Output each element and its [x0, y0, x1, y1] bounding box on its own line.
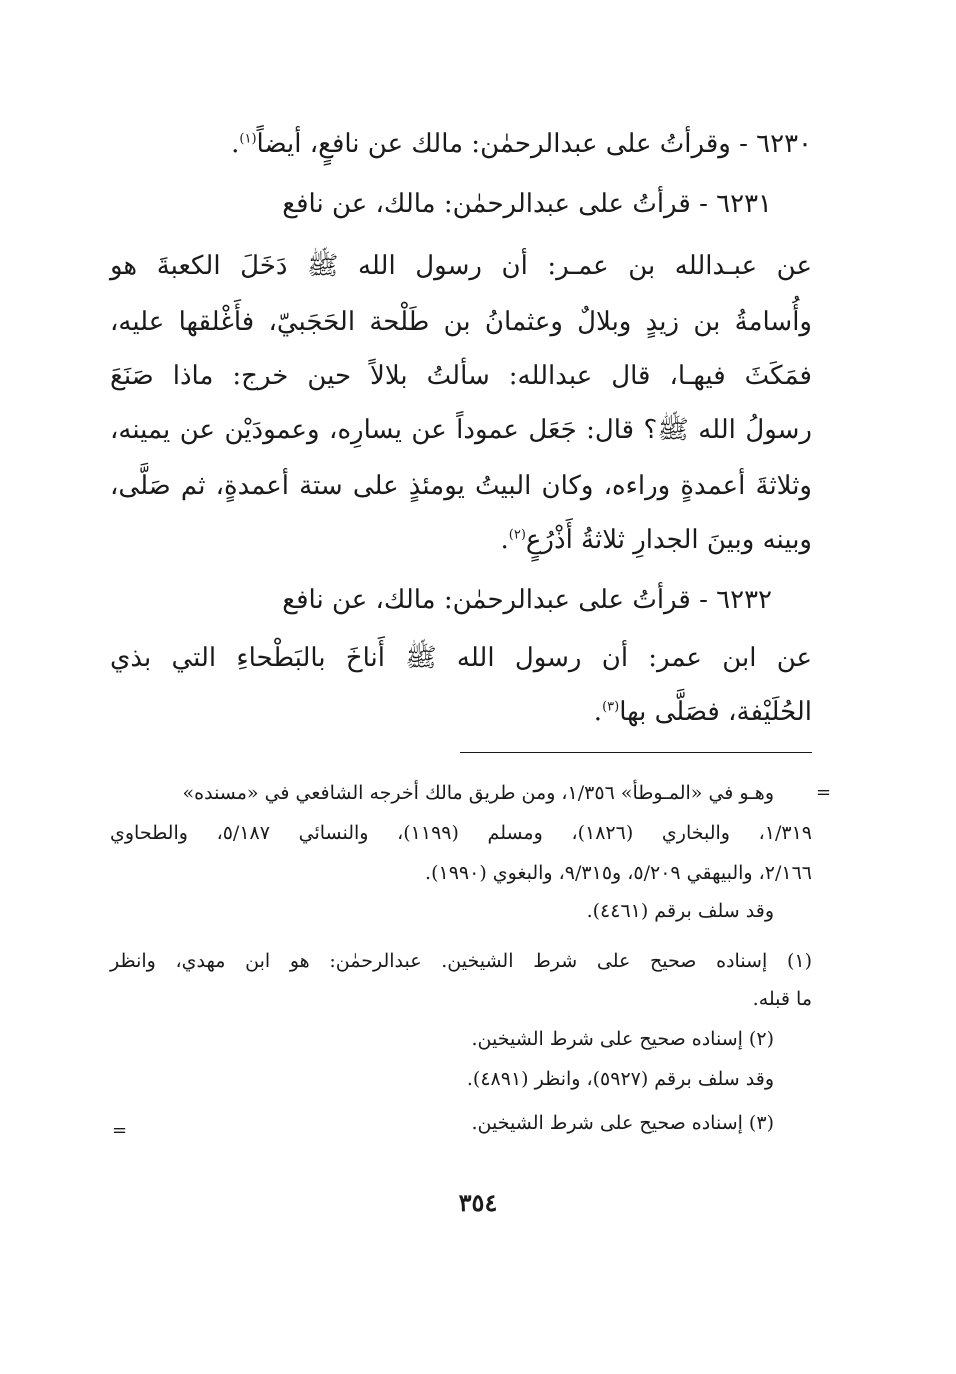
hadith-6230-end: .	[231, 129, 240, 159]
hadith-6232-text-line-1: عن ابن عمر: أن رسول الله ﷺ أَناخَ بالبَطْحاءِ التي بذي	[110, 643, 812, 673]
continuation-mark: =	[816, 782, 832, 803]
footnote-continuation-line-4: وقد سلف برقم (٤٤٦١).	[586, 900, 774, 922]
hadith-6232-last-text: الحُلَيْفة، فصَلَّى بها	[619, 697, 812, 727]
footnote-1-line-2: ما قبله.	[752, 988, 812, 1010]
footnote-2-line-2: وقد سلف برقم (٥٩٢٧)، وانظر (٤٨٩١).	[466, 1068, 774, 1090]
footnote-continuation-line-3: ٢/١٦٦، والبيهقي ٥/٢٠٩، و٩/٣١٥، والبغوي (١٩٩٠).	[425, 862, 812, 884]
footnote-ref-2: (٢)	[508, 527, 526, 543]
hadith-6231-text-line-3: فمَكَثَ فيهـا، قال عبدالله: سألتُ بلالاً حين خرج: ماذا صَنَعَ	[110, 361, 812, 391]
hadith-6231-text-line-2: وأُسامةُ بن زيدٍ وبلالٌ وعثمانُ بن طَلْحة الحَجَبيّ، فأَغْلقها عليه،	[110, 307, 812, 337]
footnote-2-line-1: (٢) إسناده صحيح على شرط الشيخين.	[471, 1028, 774, 1050]
footnote-ref-3: (٣)	[602, 699, 620, 715]
hadith-6232-chain: ٦٢٣٢ - قرأتُ على عبدالرحمٰن: مالك، عن نافع	[282, 585, 772, 615]
page-number: ٣٥٤	[458, 1188, 498, 1217]
footnote-3-line: (٣) إسناده صحيح على شرط الشيخين.	[471, 1112, 774, 1134]
hadith-6231-end: .	[500, 525, 509, 555]
hadith-6232-last-line	[594, 686, 812, 738]
hadith-6231-last-text: وبينه وبينَ الجدارِ ثلاثةُ أَذْرُعٍ	[525, 525, 812, 555]
hadith-6231-last-line	[501, 514, 812, 566]
footnote-continuation-line-1: وهـو في «المـوطأ» ١/٣٥٦، ومن طريق مالك أخرجه الشافعي في «مسنده»	[182, 782, 774, 804]
hadith-6231-text-line-1: عن عبـدالله بن عمـر: أن رسول الله ﷺ دَخَلَ الكعبةَ هو	[110, 251, 812, 281]
footnote-1-line-1: (١) إسناده صحيح على شرط الشيخين. عبدالرحمٰن: هو ابن مهدي، وانظر	[110, 950, 812, 972]
next-page-mark: =	[112, 1120, 128, 1141]
hadith-6231-text-line-4: رسولُ الله ﷺ؟ قال: جَعَل عموداً عن يسارِه، وعمودَيْن عن يمينه،	[110, 415, 812, 445]
footnote-separator	[460, 752, 812, 753]
hadith-6231-text-line-5: وثلاثةَ أعمدةٍ وراءه، وكان البيتُ يومئذٍ على ستة أعمدةٍ، ثم صَلَّى،	[110, 471, 812, 501]
hadith-6230-line	[231, 118, 812, 170]
hadith-6232-end: .	[593, 697, 603, 727]
footnote-continuation-line-2: ١/٣١٩، والبخاري (١٨٢٦)، ومسلم (١١٩٩)، والنسائي ٥/١٨٧، والطحاوي	[110, 822, 812, 844]
footnote-ref-1: (١)	[239, 131, 257, 147]
hadith-6231-chain: ٦٢٣١ - قرأتُ على عبدالرحمٰن: مالك، عن نافع	[282, 189, 772, 219]
hadith-6230-text: ٦٢٣٠ - وقرأتُ على عبدالرحمٰن: مالك عن نافعٍ، أيضاً	[256, 129, 812, 159]
